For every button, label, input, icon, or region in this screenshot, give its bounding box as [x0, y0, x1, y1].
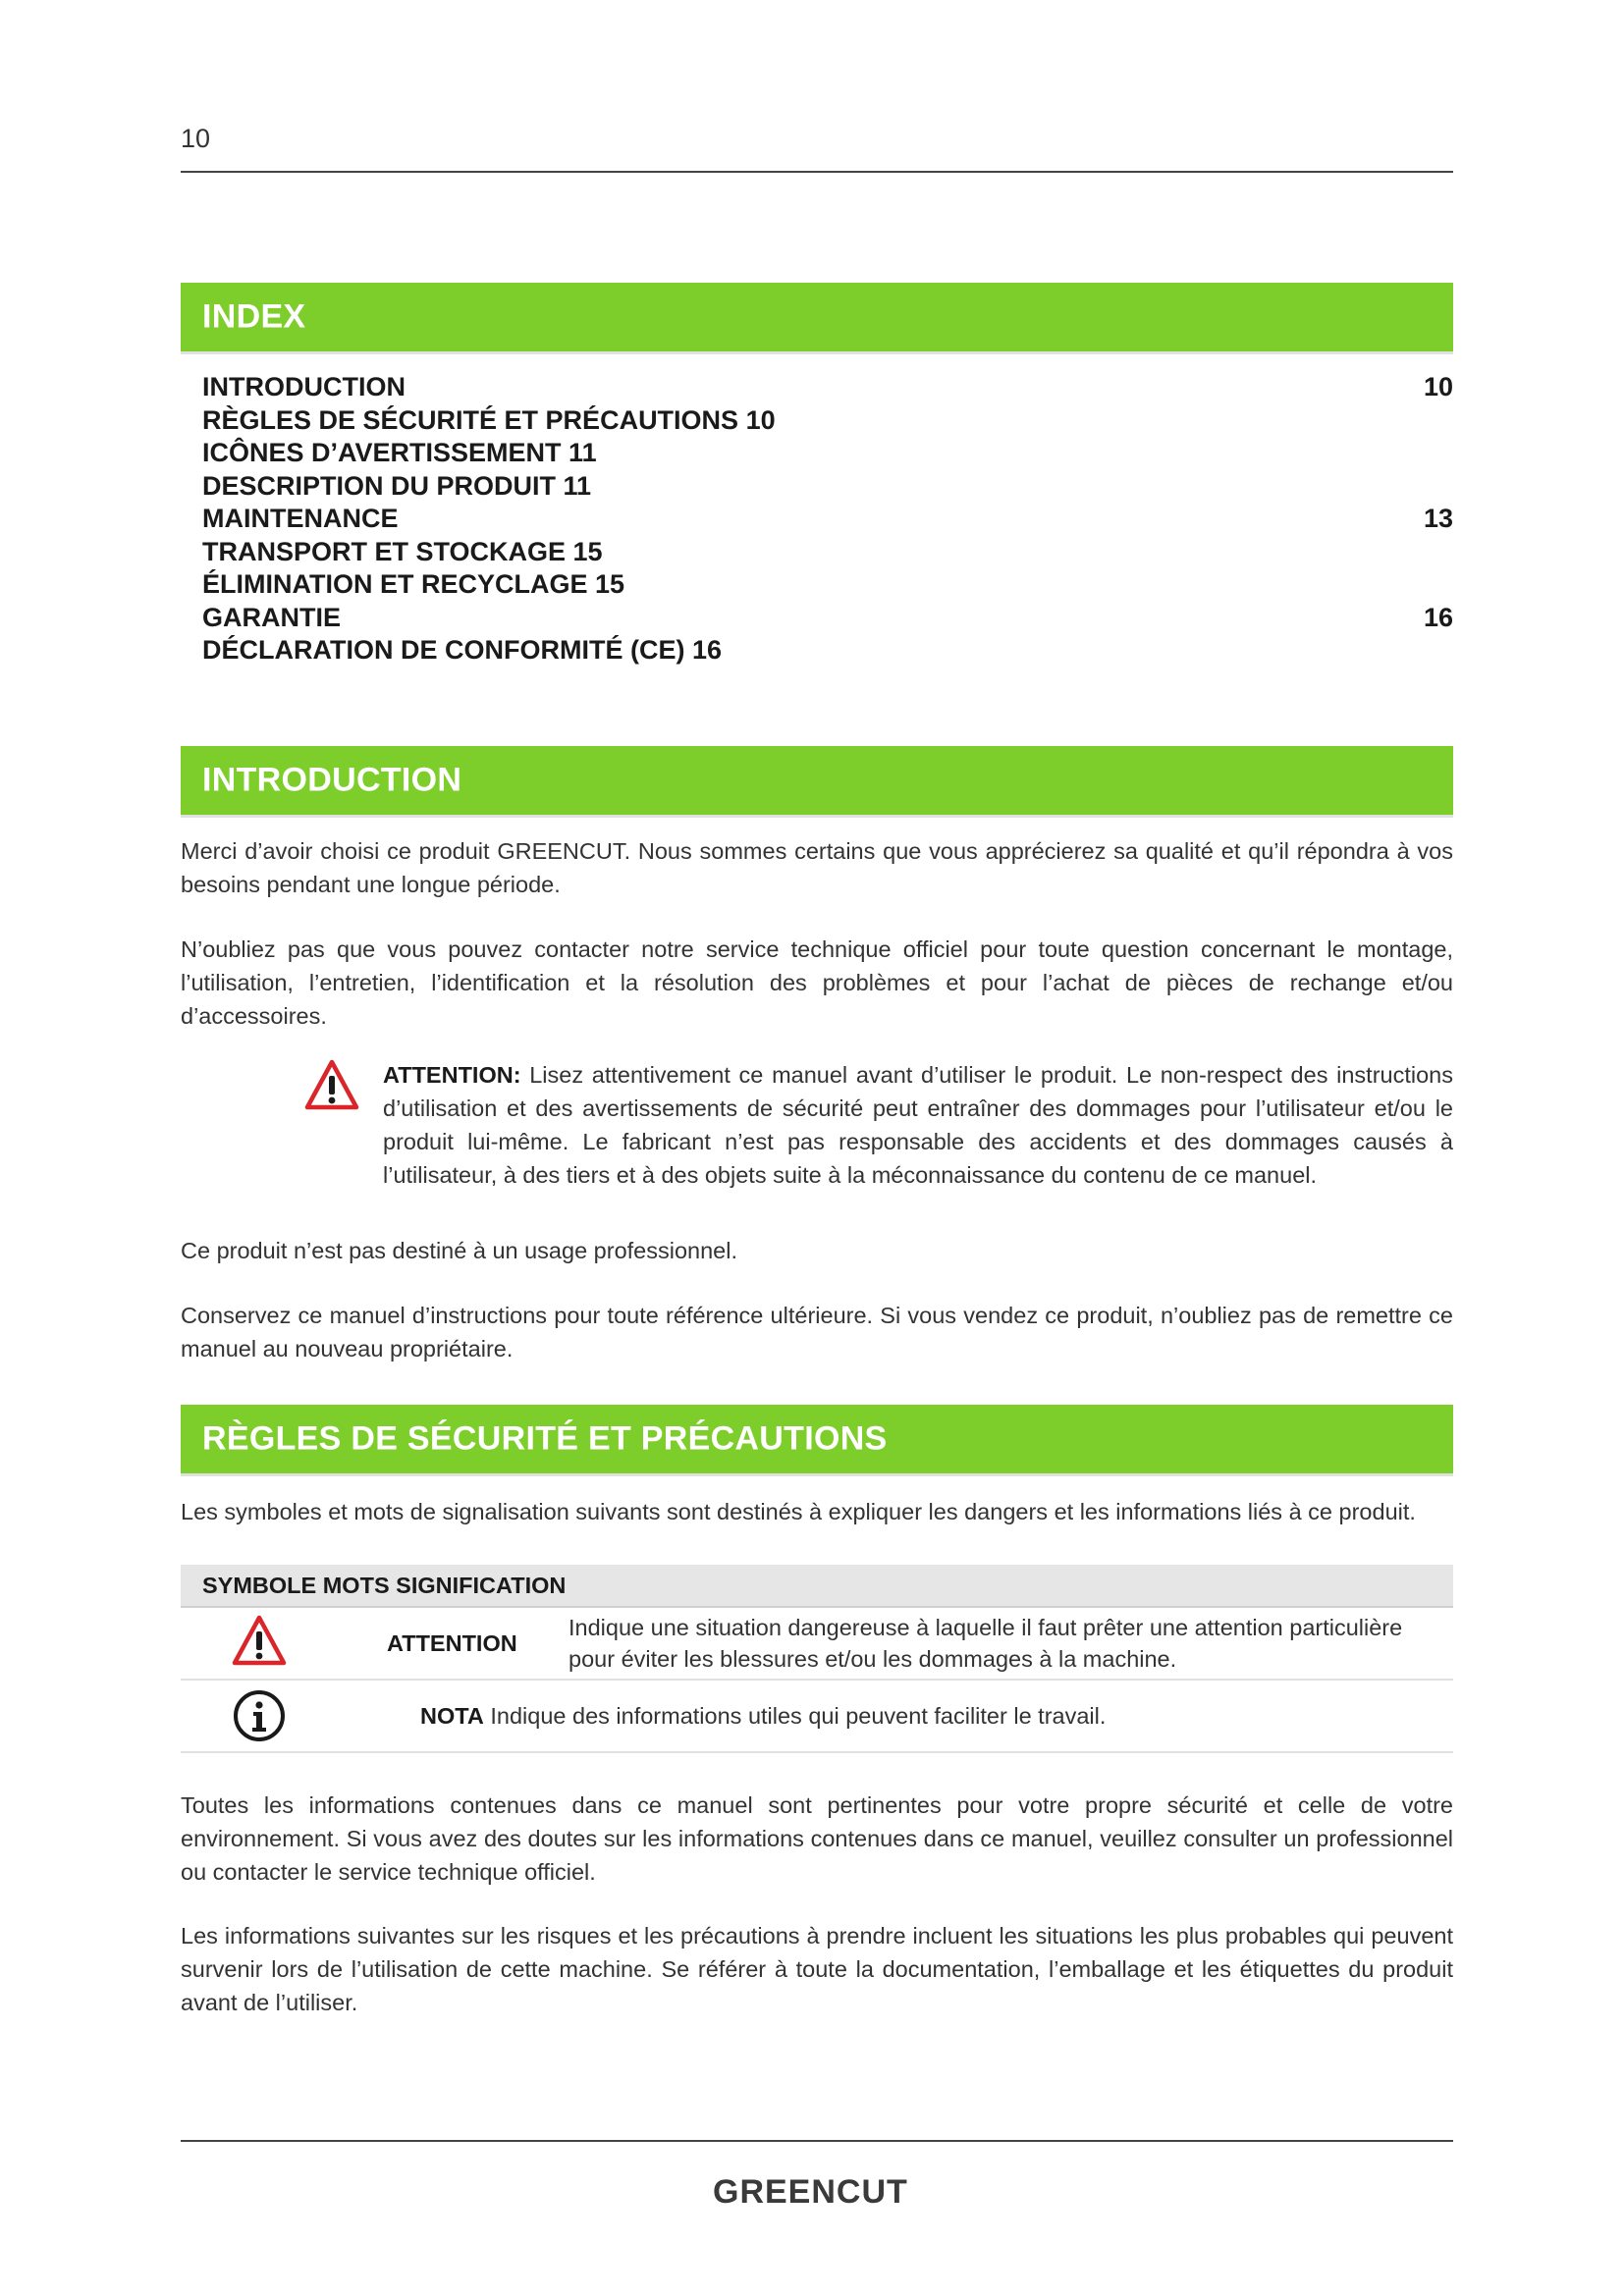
logo-text: GREENCUT — [713, 2173, 908, 2211]
attention-body: Lisez attentivement ce manuel avant d’utiliser le produit. Le non-respect des instructions d’utilisation et des avertissements de sécurité peut entraîner des dommages pour l’utilisateur et/ou le produit lui-même. Le fabricant n’est pas responsable des accidents et des dommages causés à l’utilisateur, à des tiers et à des objets suite à la méconnaissance du contenu de ce manuel. — [383, 1062, 1453, 1188]
table-of-contents — [202, 371, 1453, 667]
note-text — [420, 1681, 1106, 1751]
toc-label: RÈGLES DE SÉCURITÉ ET PRÉCAUTIONS 10 — [202, 404, 776, 435]
symbols-table-header: SYMBOLE MOTS SIGNIFICATION — [181, 1565, 1453, 1608]
toc-item[interactable] — [202, 437, 1453, 470]
toc-label: ICÔNES D’AVERTISSEMENT 11 — [202, 438, 597, 467]
intro-paragraph-1: Merci d’avoir choisi ce produit GREENCUT. Nous sommes certains que vous apprécierez sa qualité et qu’il répondra à vos besoins pendant une longue période. — [181, 838, 1453, 897]
toc-label: DÉCLARATION DE CONFORMITÉ (CE) 16 — [202, 635, 723, 665]
signal-meaning: Indique une situation dangereuse à laquelle il faut prêter une attention particulière pour éviter les blessures et/ou les dommages à la machine. — [568, 1615, 1403, 1672]
safety-intro: Les symboles et mots de signalisation suivants sont destinés à expliquer les dangers et les informations liés à ce produit. — [181, 1499, 1416, 1524]
toc-label: INTRODUCTION — [202, 372, 406, 401]
introduction-title: INTRODUCTION — [202, 761, 462, 799]
safety-title: RÈGLES DE SÉCURITÉ ET PRÉCAUTIONS — [202, 1419, 888, 1458]
footer-rule — [181, 2140, 1453, 2142]
toc-item[interactable] — [202, 634, 1453, 667]
page-number: 10 — [181, 124, 211, 153]
signal-word: ATTENTION — [387, 1630, 517, 1656]
symbols-table — [181, 1565, 1453, 1753]
toc-label: GARANTIE — [202, 602, 341, 632]
warning-triangle-icon — [232, 1614, 287, 1669]
attention-text — [383, 1058, 1453, 1192]
toc-item[interactable] — [202, 536, 1453, 569]
intro-paragraph-3: Ce produit n’est pas destiné à un usage professionnel. — [181, 1238, 737, 1263]
toc-label: TRANSPORT ET STOCKAGE 15 — [202, 536, 603, 566]
toc-item[interactable] — [202, 503, 1453, 536]
table-row — [181, 1608, 1453, 1681]
safety-paragraph-2: Les informations suivantes sur les risques et les précautions à prendre incluent les situations les plus probables qui peuvent survenir lors de l’utilisation de cette machine. Se référer à toute la documentation, l’emballage et les étiquettes du produit avant de l’utiliser. — [181, 1923, 1453, 2015]
toc-page: 13 — [1423, 504, 1453, 533]
attention-label: ATTENTION: — [383, 1062, 521, 1088]
header-rule — [181, 171, 1453, 173]
toc-item[interactable] — [202, 602, 1453, 635]
safety-header — [181, 1405, 1453, 1473]
introduction-header — [181, 746, 1453, 815]
toc-item[interactable] — [202, 371, 1453, 404]
signal-meaning: Indique des informations utiles qui peuvent faciliter le travail. — [483, 1703, 1107, 1729]
toc-item[interactable] — [202, 568, 1453, 602]
toc-page: 10 — [1423, 372, 1453, 401]
toc-label: DESCRIPTION DU PRODUIT 11 — [202, 470, 592, 501]
index-title: INDEX — [202, 297, 306, 336]
toc-label: ÉLIMINATION ET RECYCLAGE 15 — [202, 569, 625, 599]
toc-item[interactable] — [202, 404, 1453, 438]
toc-page: 16 — [1423, 602, 1453, 632]
intro-paragraph-4: Conservez ce manuel d’instructions pour toute référence ultérieure. Si vous vendez ce produit, n’oubliez pas de remettre ce manuel au nouveau propriétaire. — [181, 1303, 1453, 1362]
intro-paragraph-2: N’oubliez pas que vous pouvez contacter notre service technique officiel pour toute question concernant le montage, l’utilisation, l’entretien, l’identification et la résolution des problèmes et pour l’achat de pièces de rechange et/ou d’accessoires. — [181, 936, 1453, 1029]
toc-item[interactable] — [202, 470, 1453, 504]
info-icon — [232, 1688, 287, 1743]
toc-label: MAINTENANCE — [202, 504, 399, 533]
warning-triangle-icon — [304, 1058, 359, 1113]
table-row — [181, 1681, 1453, 1753]
signal-word: NOTA — [420, 1703, 484, 1729]
greencut-logo — [713, 2171, 919, 2211]
index-header — [181, 283, 1453, 351]
safety-paragraph-1: Toutes les informations contenues dans ce manuel sont pertinentes pour votre propre sécurité et celle de votre environnement. Si vous avez des doutes sur les informations contenues dans ce manuel, veuillez consulter un professionnel ou contacter le service technique officiel. — [181, 1792, 1453, 1885]
